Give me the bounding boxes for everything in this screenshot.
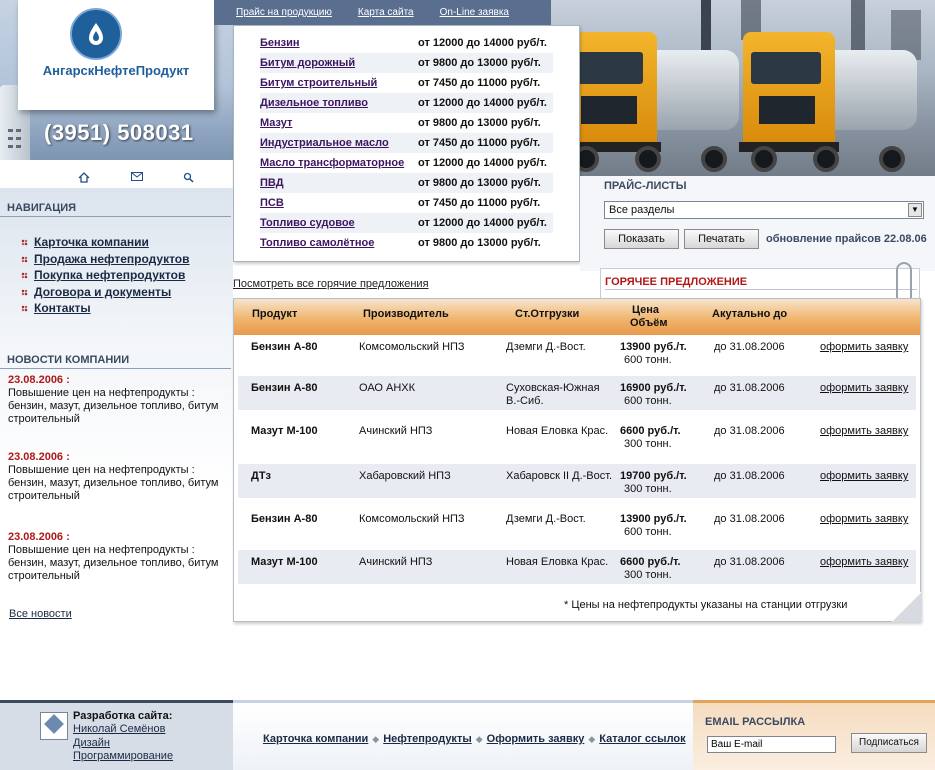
bullet-icon — [20, 238, 28, 246]
offer-price — [620, 425, 681, 451]
offer-until: до 31.08.2006 — [714, 513, 785, 525]
dev-design-link[interactable]: Дизайн — [73, 737, 110, 749]
news-date: 23.08.2006 : — [8, 451, 70, 463]
offer-maker: Комсомольский НПЗ — [359, 341, 465, 353]
price-lists-title: ПРАЙС-ЛИСТЫ — [604, 180, 687, 192]
dev-author-link[interactable]: Николай Семёнов — [73, 723, 166, 735]
price-product-link[interactable]: Масло трансформаторное — [260, 157, 405, 169]
price-product-link[interactable]: Битум дорожный — [260, 57, 356, 69]
order-link[interactable]: оформить заявку — [820, 556, 909, 568]
offer-price — [620, 556, 681, 582]
logo-emblem-icon — [70, 8, 122, 60]
table-row — [238, 376, 916, 410]
quick-icons-bar — [0, 160, 233, 188]
nav-item — [20, 251, 190, 268]
phone-number: (3951) 508031 — [44, 120, 194, 145]
price-row — [260, 33, 553, 53]
bullet-icon — [20, 271, 28, 279]
bullet-icon — [20, 255, 28, 263]
news-text: Повышение цен на нефтепродукты : бензин, мазут, дизельное топливо, битум строительный — [8, 387, 219, 425]
price-value: от 12000 до 14000 руб/т. — [418, 217, 547, 229]
footer-links — [263, 733, 686, 745]
offer-maker: Хабаровский НПЗ — [359, 470, 451, 482]
nav-item — [20, 267, 190, 284]
offer-price — [620, 470, 687, 496]
mail-icon[interactable] — [131, 172, 143, 184]
offer-product: ДТз — [251, 470, 272, 482]
subscribe-button[interactable]: Подписаться — [851, 733, 927, 753]
table-row — [238, 335, 916, 369]
price-update-text: обновление прайсов 22.08.06 — [766, 233, 927, 245]
price-lists-panel — [580, 176, 935, 271]
bullet-icon — [20, 304, 28, 312]
nav-list — [20, 234, 190, 317]
price-row — [260, 153, 553, 173]
left-sidebar — [0, 188, 233, 700]
offer-product: Бензин А-80 — [251, 513, 318, 525]
price-product-link[interactable]: Мазут — [260, 117, 293, 129]
hot-offer-title: ГОРЯЧЕЕ ПРЕДЛОЖЕНИЕ — [605, 276, 748, 288]
price-value: от 12000 до 14000 руб/т. — [418, 37, 547, 49]
price-row — [260, 193, 553, 213]
price-row — [260, 113, 553, 133]
footer-link-company[interactable]: Карточка компании — [263, 733, 369, 745]
dev-title: Разработка сайта: — [73, 710, 173, 722]
price-product-link[interactable]: ПВД — [260, 177, 284, 189]
header-volume: Объём — [630, 317, 668, 329]
offers-table — [233, 298, 921, 622]
developer-logo-icon[interactable] — [40, 712, 68, 740]
nav-item-contacts[interactable]: Контакты — [34, 301, 91, 316]
offer-price — [620, 341, 687, 367]
view-all-hot-offers-link[interactable]: Посмотреть все горячие предложения — [233, 278, 429, 290]
offer-ship: Дземги Д.-Вост. — [506, 513, 586, 525]
nav-item-contracts[interactable]: Договора и документы — [34, 284, 172, 299]
news-item — [8, 374, 228, 426]
footer-link-order[interactable]: Оформить заявку — [486, 733, 585, 745]
table-row — [238, 464, 916, 498]
offer-price-value: 13900 руб./т. — [620, 513, 687, 525]
price-row — [260, 53, 553, 73]
header-until: Акутально до — [712, 308, 788, 320]
price-row — [260, 173, 553, 193]
news-item — [8, 531, 228, 583]
offer-volume: 600 тонн. — [624, 526, 672, 538]
offer-volume: 300 тонн. — [624, 438, 672, 450]
price-value: от 9800 до 13000 руб/т. — [418, 177, 541, 189]
order-link[interactable]: оформить заявку — [820, 425, 909, 437]
price-value: от 9800 до 13000 руб/т. — [418, 237, 541, 249]
nav-item — [20, 284, 190, 301]
news-item — [8, 451, 228, 503]
header-ship: Ст.Отгрузки — [515, 308, 580, 320]
price-product-link[interactable]: Бензин — [260, 37, 300, 49]
price-row — [260, 133, 553, 153]
price-product-link[interactable]: Дизельное топливо — [260, 97, 369, 109]
section-select-value: Все разделы — [609, 204, 675, 216]
page-fold — [892, 592, 922, 622]
price-value: от 9800 до 13000 руб/т. — [418, 117, 541, 129]
home-icon[interactable] — [78, 172, 90, 186]
price-list — [233, 25, 580, 262]
section-select[interactable] — [604, 201, 924, 219]
news-date: 23.08.2006 : — [8, 374, 70, 386]
offer-until: до 31.08.2006 — [714, 382, 785, 394]
offer-product: Бензин А-80 — [251, 382, 318, 394]
offer-maker: Ачинский НПЗ — [359, 425, 433, 437]
bullet-icon — [20, 288, 28, 296]
offer-volume: 600 тонн. — [624, 395, 672, 407]
order-link[interactable]: оформить заявку — [820, 513, 909, 525]
nav-item — [20, 234, 190, 251]
order-link[interactable]: оформить заявку — [820, 341, 909, 353]
offer-product: Мазут М-100 — [251, 425, 318, 437]
price-value: от 12000 до 14000 руб/т. — [418, 97, 547, 109]
price-value: от 7450 до 11000 руб/т. — [418, 137, 541, 149]
mailing-title: EMAIL РАССЫЛКА — [705, 716, 806, 728]
offer-ship: Дземги Д.-Вост. — [506, 341, 586, 353]
table-row — [238, 507, 916, 541]
offers-header — [234, 299, 920, 335]
table-row — [238, 419, 916, 453]
print-button[interactable]: Печатать — [684, 229, 759, 249]
offer-volume: 600 тонн. — [624, 354, 672, 366]
price-value: от 7450 до 11000 руб/т. — [418, 77, 541, 89]
offer-maker: Ачинский НПЗ — [359, 556, 433, 568]
offer-ship: Хабаровск II Д.-Вост. — [506, 470, 613, 482]
separator-icon: ◆ — [372, 733, 380, 744]
email-field[interactable] — [707, 736, 836, 753]
offer-price-value: 13900 руб./т. — [620, 341, 687, 353]
offer-until: до 31.08.2006 — [714, 425, 785, 437]
offer-price-value: 6600 руб./т. — [620, 556, 681, 568]
separator-icon: ◆ — [475, 733, 483, 744]
offer-product: Мазут М-100 — [251, 556, 318, 568]
offer-until: до 31.08.2006 — [714, 470, 785, 482]
price-value: от 12000 до 14000 руб/т. — [418, 157, 547, 169]
news-title: НОВОСТИ КОМПАНИИ — [0, 354, 231, 369]
header-price: Цена — [632, 304, 660, 316]
order-link[interactable]: оформить заявку — [820, 470, 909, 482]
nav-item — [20, 300, 190, 317]
separator-icon: ◆ — [588, 733, 596, 744]
price-product-link[interactable]: Топливо судовое — [260, 217, 355, 229]
price-row — [260, 73, 553, 93]
offer-maker: Комсомольский НПЗ — [359, 513, 465, 525]
dev-programming-link[interactable]: Программирование — [73, 750, 174, 762]
price-row — [260, 93, 553, 113]
offer-price-value: 6600 руб./т. — [620, 425, 681, 437]
news-text: Повышение цен на нефтепродукты : бензин, мазут, дизельное топливо, битум строительный — [8, 544, 219, 582]
offer-until: до 31.08.2006 — [714, 556, 785, 568]
nav-item-sales[interactable]: Продажа нефтепродуктов — [34, 251, 190, 266]
logo[interactable] — [18, 0, 214, 110]
offer-price-value: 16900 руб./т. — [620, 382, 687, 394]
nav-title: НАВИГАЦИЯ — [0, 202, 231, 217]
trucks-photo — [551, 0, 935, 176]
price-product-link[interactable]: Битум строительный — [260, 77, 378, 89]
offer-ship: Новая Еловка Крас. — [506, 556, 609, 568]
footer-link-products[interactable]: Нефтепродукты — [383, 733, 472, 745]
price-product-link[interactable]: ПСВ — [260, 197, 284, 209]
divider — [605, 289, 917, 290]
nav-item-purchase[interactable]: Покупка нефтепродуктов — [34, 268, 186, 283]
menu-price-link[interactable]: Прайс на продукцию — [236, 7, 332, 18]
show-button[interactable]: Показать — [604, 229, 679, 249]
offer-product: Бензин А-80 — [251, 341, 318, 353]
offer-volume: 300 тонн. — [624, 483, 672, 495]
offer-volume: 300 тонн. — [624, 569, 672, 581]
table-row — [238, 550, 916, 584]
nav-item-company-card[interactable]: Карточка компании — [34, 235, 149, 250]
menu-online-order-link[interactable]: On-Line заявка — [439, 7, 509, 18]
price-product-link[interactable]: Топливо самолётное — [260, 237, 375, 249]
footer-link-catalog[interactable]: Каталог ссылок — [599, 733, 686, 745]
offer-ship: Новая Еловка Крас. — [506, 425, 609, 437]
offer-price — [620, 513, 687, 539]
order-link[interactable]: оформить заявку — [820, 382, 909, 394]
price-product-link[interactable]: Индустриальное масло — [260, 137, 389, 149]
top-menu — [214, 0, 551, 25]
offer-price-value: 19700 руб./т. — [620, 470, 687, 482]
chevron-down-icon[interactable]: ▼ — [908, 203, 922, 217]
price-value: от 9800 до 13000 руб/т. — [418, 57, 541, 69]
news-text: Повышение цен на нефтепродукты : бензин, мазут, дизельное топливо, битум строительный — [8, 464, 219, 502]
header-maker: Производитель — [363, 308, 449, 320]
price-row — [260, 213, 553, 233]
search-icon[interactable] — [183, 172, 194, 186]
offer-price — [620, 382, 687, 408]
price-note: * Цены на нефтепродукты указаны на станции отгрузки — [564, 599, 848, 611]
header-product: Продукт — [252, 308, 298, 320]
offer-maker: ОАО АНХК — [359, 382, 416, 394]
news-date: 23.08.2006 : — [8, 531, 70, 543]
logo-text: АнгарскНефтеПродукт — [42, 63, 190, 78]
price-value: от 7450 до 11000 руб/т. — [418, 197, 541, 209]
price-row — [260, 233, 553, 253]
menu-sitemap-link[interactable]: Карта сайта — [357, 7, 414, 18]
all-news-link[interactable]: Все новости — [9, 608, 72, 620]
offer-ship: Суховская-Южная В.-Сиб. — [506, 382, 600, 407]
offer-until: до 31.08.2006 — [714, 341, 785, 353]
